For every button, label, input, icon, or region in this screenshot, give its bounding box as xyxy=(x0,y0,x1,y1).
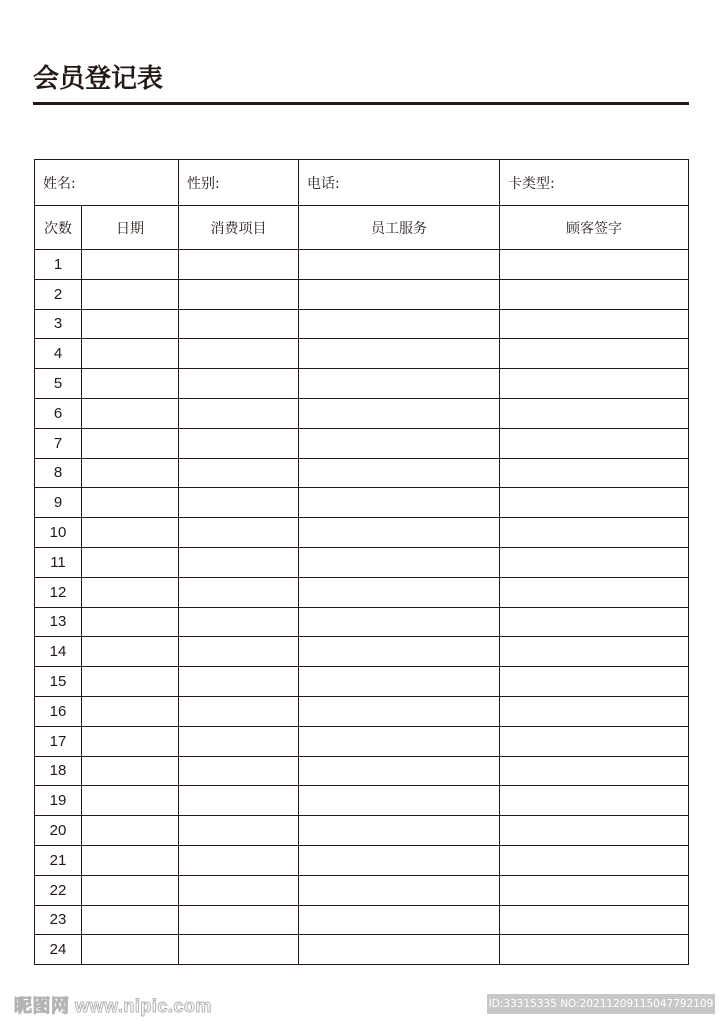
row-number-cell: 12 xyxy=(35,577,82,607)
date-cell[interactable] xyxy=(82,726,179,756)
date-cell[interactable] xyxy=(82,875,179,905)
row-number-cell: 1 xyxy=(35,250,82,280)
consumption-item-cell[interactable] xyxy=(179,726,299,756)
consumption-item-cell[interactable] xyxy=(179,398,299,428)
staff-service-cell[interactable] xyxy=(299,279,500,309)
customer-signature-cell[interactable] xyxy=(500,696,689,726)
consumption-item-cell[interactable] xyxy=(179,845,299,875)
customer-signature-cell[interactable] xyxy=(500,518,689,548)
customer-signature-cell[interactable] xyxy=(500,935,689,965)
name-label: 姓名: xyxy=(43,175,76,192)
staff-service-cell[interactable] xyxy=(299,786,500,816)
title-divider xyxy=(33,102,689,105)
staff-service-cell[interactable] xyxy=(299,905,500,935)
date-cell[interactable] xyxy=(82,250,179,280)
table-row xyxy=(35,518,689,548)
column-header-consumption-item: 消费项目 xyxy=(179,206,299,250)
consumption-item-cell[interactable] xyxy=(179,369,299,399)
customer-signature-cell[interactable] xyxy=(500,726,689,756)
date-cell[interactable] xyxy=(82,786,179,816)
consumption-item-cell[interactable] xyxy=(179,250,299,280)
customer-signature-cell[interactable] xyxy=(500,756,689,786)
customer-signature-cell[interactable] xyxy=(500,875,689,905)
date-cell[interactable] xyxy=(82,309,179,339)
page-title: 会员登记表 xyxy=(33,64,164,94)
consumption-item-cell[interactable] xyxy=(179,518,299,548)
customer-signature-cell[interactable] xyxy=(500,845,689,875)
row-number-cell: 23 xyxy=(35,905,82,935)
staff-service-cell[interactable] xyxy=(299,250,500,280)
row-number-cell: 9 xyxy=(35,488,82,518)
customer-signature-cell[interactable] xyxy=(500,637,689,667)
table-row xyxy=(35,935,689,965)
customer-signature-cell[interactable] xyxy=(500,547,689,577)
consumption-item-cell[interactable] xyxy=(179,637,299,667)
date-cell[interactable] xyxy=(82,398,179,428)
staff-service-cell[interactable] xyxy=(299,339,500,369)
staff-service-cell[interactable] xyxy=(299,935,500,965)
date-cell[interactable] xyxy=(82,637,179,667)
consumption-item-cell[interactable] xyxy=(179,428,299,458)
row-number-cell: 7 xyxy=(35,428,82,458)
staff-service-cell[interactable] xyxy=(299,875,500,905)
staff-service-cell[interactable] xyxy=(299,845,500,875)
staff-service-cell[interactable] xyxy=(299,816,500,846)
table-row xyxy=(35,250,689,280)
row-number-cell: 14 xyxy=(35,637,82,667)
date-cell[interactable] xyxy=(82,279,179,309)
date-cell[interactable] xyxy=(82,488,179,518)
row-number-cell: 11 xyxy=(35,547,82,577)
staff-service-cell[interactable] xyxy=(299,398,500,428)
date-cell[interactable] xyxy=(82,696,179,726)
consumption-item-cell[interactable] xyxy=(179,577,299,607)
phone-field[interactable] xyxy=(299,160,500,206)
table-row xyxy=(35,488,689,518)
row-number-cell: 10 xyxy=(35,518,82,548)
column-header-row xyxy=(35,206,689,250)
customer-signature-cell[interactable] xyxy=(500,607,689,637)
staff-service-cell[interactable] xyxy=(299,369,500,399)
row-number-cell: 16 xyxy=(35,696,82,726)
column-header-count: 次数 xyxy=(35,206,82,250)
table-row xyxy=(35,547,689,577)
consumption-item-cell[interactable] xyxy=(179,488,299,518)
staff-service-cell[interactable] xyxy=(299,637,500,667)
customer-signature-cell[interactable] xyxy=(500,309,689,339)
customer-signature-cell[interactable] xyxy=(500,398,689,428)
table-row xyxy=(35,696,689,726)
consumption-item-cell[interactable] xyxy=(179,279,299,309)
customer-signature-cell[interactable] xyxy=(500,339,689,369)
consumption-item-cell[interactable] xyxy=(179,816,299,846)
consumption-item-cell[interactable] xyxy=(179,696,299,726)
row-number-cell: 13 xyxy=(35,607,82,637)
customer-signature-cell[interactable] xyxy=(500,279,689,309)
row-number-cell: 22 xyxy=(35,875,82,905)
table-row xyxy=(35,577,689,607)
column-header-date: 日期 xyxy=(82,206,179,250)
date-cell[interactable] xyxy=(82,607,179,637)
consumption-item-cell[interactable] xyxy=(179,786,299,816)
table-row xyxy=(35,279,689,309)
phone-label: 电话: xyxy=(307,175,340,192)
table-row xyxy=(35,756,689,786)
customer-signature-cell[interactable] xyxy=(500,786,689,816)
date-cell[interactable] xyxy=(82,518,179,548)
staff-service-cell[interactable] xyxy=(299,577,500,607)
row-number-cell: 24 xyxy=(35,935,82,965)
table-row xyxy=(35,339,689,369)
consumption-item-cell[interactable] xyxy=(179,905,299,935)
consumption-item-cell[interactable] xyxy=(179,756,299,786)
info-row xyxy=(35,160,689,206)
table-row xyxy=(35,398,689,428)
date-cell[interactable] xyxy=(82,935,179,965)
consumption-item-cell[interactable] xyxy=(179,339,299,369)
table-row xyxy=(35,428,689,458)
date-cell[interactable] xyxy=(82,369,179,399)
date-cell[interactable] xyxy=(82,756,179,786)
customer-signature-cell[interactable] xyxy=(500,667,689,697)
gender-label: 性别: xyxy=(187,175,220,192)
staff-service-cell[interactable] xyxy=(299,488,500,518)
consumption-item-cell[interactable] xyxy=(179,458,299,488)
date-cell[interactable] xyxy=(82,458,179,488)
row-number-cell: 19 xyxy=(35,786,82,816)
table-row xyxy=(35,875,689,905)
table-row xyxy=(35,905,689,935)
card-type-label: 卡类型: xyxy=(508,175,555,192)
table-row xyxy=(35,667,689,697)
column-header-customer-signature: 顾客签字 xyxy=(500,206,689,250)
row-number-cell: 6 xyxy=(35,398,82,428)
table-row xyxy=(35,458,689,488)
row-number-cell: 8 xyxy=(35,458,82,488)
row-number-cell: 3 xyxy=(35,309,82,339)
staff-service-cell[interactable] xyxy=(299,547,500,577)
name-field[interactable] xyxy=(35,160,179,206)
row-number-cell: 15 xyxy=(35,667,82,697)
date-cell[interactable] xyxy=(82,905,179,935)
row-number-cell: 4 xyxy=(35,339,82,369)
staff-service-cell[interactable] xyxy=(299,458,500,488)
table-row xyxy=(35,786,689,816)
customer-signature-cell[interactable] xyxy=(500,905,689,935)
staff-service-cell[interactable] xyxy=(299,428,500,458)
date-cell[interactable] xyxy=(82,667,179,697)
staff-service-cell[interactable] xyxy=(299,607,500,637)
gender-field[interactable] xyxy=(179,160,299,206)
customer-signature-cell[interactable] xyxy=(500,369,689,399)
customer-signature-cell[interactable] xyxy=(500,458,689,488)
row-number-cell: 20 xyxy=(35,816,82,846)
customer-signature-cell[interactable] xyxy=(500,488,689,518)
column-header-staff-service: 员工服务 xyxy=(299,206,500,250)
site-watermark: 昵图网 www.nipic.com xyxy=(14,996,212,1016)
date-cell[interactable] xyxy=(82,845,179,875)
consumption-item-cell[interactable] xyxy=(179,309,299,339)
table-row xyxy=(35,726,689,756)
table-row xyxy=(35,309,689,339)
date-cell[interactable] xyxy=(82,339,179,369)
table-row xyxy=(35,816,689,846)
member-registration-table xyxy=(34,159,689,965)
date-cell[interactable] xyxy=(82,577,179,607)
date-cell[interactable] xyxy=(82,428,179,458)
row-number-cell: 2 xyxy=(35,279,82,309)
consumption-item-cell[interactable] xyxy=(179,667,299,697)
row-number-cell: 21 xyxy=(35,845,82,875)
table-row xyxy=(35,845,689,875)
consumption-item-cell[interactable] xyxy=(179,547,299,577)
staff-service-cell[interactable] xyxy=(299,696,500,726)
consumption-item-cell[interactable] xyxy=(179,875,299,905)
customer-signature-cell[interactable] xyxy=(500,577,689,607)
table-row xyxy=(35,607,689,637)
staff-service-cell[interactable] xyxy=(299,756,500,786)
customer-signature-cell[interactable] xyxy=(500,250,689,280)
staff-service-cell[interactable] xyxy=(299,726,500,756)
customer-signature-cell[interactable] xyxy=(500,428,689,458)
staff-service-cell[interactable] xyxy=(299,309,500,339)
table-row xyxy=(35,637,689,667)
customer-signature-cell[interactable] xyxy=(500,816,689,846)
staff-service-cell[interactable] xyxy=(299,667,500,697)
row-number-cell: 18 xyxy=(35,756,82,786)
consumption-item-cell[interactable] xyxy=(179,607,299,637)
date-cell[interactable] xyxy=(82,816,179,846)
staff-service-cell[interactable] xyxy=(299,518,500,548)
image-id-watermark: ID:33315335 NO:20211209115047792109 xyxy=(487,994,715,1014)
date-cell[interactable] xyxy=(82,547,179,577)
table-row xyxy=(35,369,689,399)
card-type-field[interactable] xyxy=(500,160,689,206)
row-number-cell: 17 xyxy=(35,726,82,756)
row-number-cell: 5 xyxy=(35,369,82,399)
consumption-item-cell[interactable] xyxy=(179,935,299,965)
